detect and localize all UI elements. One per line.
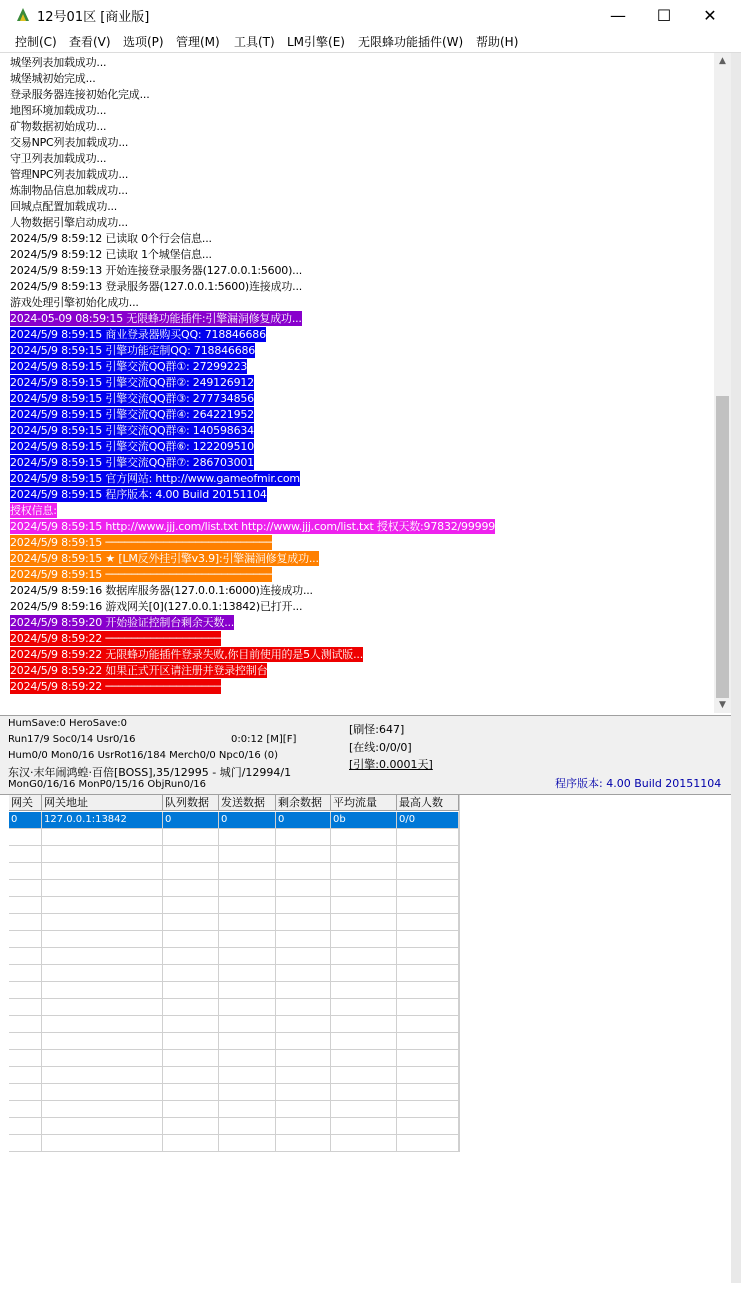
log-line: 交易NPC列表加载成功...	[10, 136, 129, 149]
scroll-thumb[interactable]	[716, 396, 729, 698]
menu-help[interactable]: 帮助(H)	[476, 35, 519, 49]
table-cell[interactable]	[42, 846, 163, 863]
table-cell[interactable]	[397, 1118, 459, 1135]
table-cell[interactable]	[9, 829, 42, 846]
table-cell[interactable]	[9, 1118, 42, 1135]
table-cell[interactable]	[163, 1135, 219, 1152]
scroll-up-icon[interactable]: ▲	[719, 56, 726, 66]
table-cell[interactable]: 127.0.0.1:13842	[42, 812, 163, 829]
table-cell[interactable]	[219, 1067, 276, 1084]
table-cell[interactable]	[42, 1135, 163, 1152]
log-line: 2024/5/9 8:59:15 引擎交流QQ群③: 277734856	[10, 392, 254, 405]
table-cell[interactable]	[276, 948, 331, 965]
status-online: [在线:0/0/0]	[349, 741, 412, 754]
table-cell[interactable]	[163, 1067, 219, 1084]
log-line: 2024/5/9 8:59:15 http://www.jjj.com/list.txt http://www.jjj.com/list.txt 授权天数:97832/99999	[10, 520, 496, 533]
table-cell[interactable]	[9, 965, 42, 982]
table-cell[interactable]	[42, 897, 163, 914]
table-cell[interactable]	[9, 1050, 42, 1067]
menu-view[interactable]: 查看(V)	[69, 35, 111, 49]
table-cell[interactable]	[163, 846, 219, 863]
table-cell[interactable]	[9, 897, 42, 914]
column-header[interactable]: 最高人数	[397, 795, 459, 811]
table-cell[interactable]	[276, 1118, 331, 1135]
log-line: 2024/5/9 8:59:22 ──────────────────	[10, 632, 222, 645]
table-cell[interactable]	[397, 897, 459, 914]
title-bar	[0, 0, 741, 30]
log-line: 2024/5/9 8:59:13 开始连接登录服务器(127.0.0.1:5600)...	[10, 264, 303, 277]
menu-lm-engine[interactable]: LM引擎(E)	[287, 35, 345, 49]
table-cell[interactable]: 0	[163, 812, 219, 829]
log-line: 矿物数据初始成功...	[10, 120, 107, 133]
table-cell[interactable]	[9, 982, 42, 999]
table-cell[interactable]	[42, 863, 163, 880]
table-cell[interactable]	[42, 982, 163, 999]
table-cell[interactable]	[219, 1101, 276, 1118]
table-cell[interactable]	[276, 999, 331, 1016]
table-cell[interactable]	[276, 1033, 331, 1050]
maximize-button[interactable]: ☐	[656, 5, 672, 25]
log-line: 回城点配置加载成功...	[10, 200, 118, 213]
log-line: 2024/5/9 8:59:15 ──────────────────────────	[10, 536, 273, 549]
table-cell[interactable]	[219, 1118, 276, 1135]
table-cell[interactable]	[42, 931, 163, 948]
table-cell[interactable]	[163, 999, 219, 1016]
table-cell[interactable]	[331, 863, 397, 880]
table-cell[interactable]	[276, 914, 331, 931]
table-cell[interactable]	[42, 1050, 163, 1067]
table-cell[interactable]	[163, 1084, 219, 1101]
minimize-button[interactable]: —	[610, 5, 626, 25]
log-line: 2024/5/9 8:59:15 ★ [LM反外挂引擎v3.9]:引擎漏洞修复成功...	[10, 552, 319, 565]
status-hum: Hum0/0 Mon0/16 UsrRot16/184 Merch0/0 Npc0/16 (0)	[8, 750, 279, 761]
log-scrollbar[interactable]	[714, 53, 731, 713]
table-cell[interactable]	[397, 1135, 459, 1152]
table-cell[interactable]	[276, 982, 331, 999]
scroll-down-icon[interactable]: ▼	[719, 700, 726, 710]
table-cell[interactable]	[219, 931, 276, 948]
log-line: 2024/5/9 8:59:20 开始验证控制台剩余天数...	[10, 616, 235, 629]
log-line: 城堡列表加载成功...	[10, 56, 107, 69]
status-version: 程序版本: 4.00 Build 20151104	[555, 777, 722, 790]
window-edge	[731, 53, 741, 1283]
gateway-table	[9, 795, 460, 1152]
table-cell[interactable]	[331, 948, 397, 965]
table-cell[interactable]	[276, 1050, 331, 1067]
table-cell[interactable]	[331, 914, 397, 931]
table-cell[interactable]	[9, 1084, 42, 1101]
table-cell[interactable]	[9, 931, 42, 948]
table-cell[interactable]	[397, 829, 459, 846]
menu-control[interactable]: 控制(C)	[15, 35, 57, 49]
column-header[interactable]: 网关地址	[42, 795, 163, 811]
log-line: 城堡城初始完成...	[10, 72, 96, 85]
log-line: 2024/5/9 8:59:12 已读取 0个行会信息...	[10, 232, 212, 245]
table-cell[interactable]	[397, 982, 459, 999]
log-line: 2024/5/9 8:59:22 ──────────────────	[10, 680, 222, 693]
table-cell[interactable]	[163, 863, 219, 880]
log-line: 2024/5/9 8:59:13 登录服务器(127.0.0.1:5600)连接成功...	[10, 280, 303, 293]
log-line: 2024-05-09 08:59:15 无限蜂功能插件:引擎漏洞修复成功...	[10, 312, 302, 325]
table-cell[interactable]	[163, 1050, 219, 1067]
table-cell[interactable]	[331, 1118, 397, 1135]
log-line: 2024/5/9 8:59:15 官方网站: http://www.gameofmir.com	[10, 472, 300, 485]
table-cell[interactable]	[397, 1067, 459, 1084]
table-cell[interactable]	[331, 1033, 397, 1050]
log-line: 2024/5/9 8:59:16 游戏网关[0](127.0.0.1:13842)已打开...	[10, 600, 303, 613]
table-cell[interactable]	[219, 1016, 276, 1033]
table-cell[interactable]	[163, 897, 219, 914]
table-cell[interactable]	[397, 863, 459, 880]
table-cell[interactable]	[219, 897, 276, 914]
table-cell[interactable]	[331, 1016, 397, 1033]
table-cell[interactable]	[42, 1067, 163, 1084]
log-line: 炼制物品信息加载成功...	[10, 184, 128, 197]
table-cell[interactable]: 0b	[331, 812, 397, 829]
table-cell[interactable]: 0/0	[397, 812, 459, 829]
table-cell[interactable]: 0	[219, 812, 276, 829]
table-cell[interactable]	[397, 1101, 459, 1118]
table-cell[interactable]	[9, 1033, 42, 1050]
log-line: 2024/5/9 8:59:15 程序版本: 4.00 Build 20151104	[10, 488, 267, 501]
table-cell[interactable]	[331, 931, 397, 948]
log-line: 2024/5/9 8:59:15 ──────────────────────────	[10, 568, 273, 581]
status-map: 东汉·末年闹鸿蝗·百倍[BOSS],35/12995 - 城门/12994/1	[8, 766, 292, 779]
log-pane[interactable]	[9, 53, 714, 713]
table-cell[interactable]	[276, 846, 331, 863]
log-line: 2024/5/9 8:59:22 如果正式开区请注册并登录控制台	[10, 664, 268, 677]
table-cell[interactable]	[276, 863, 331, 880]
table-cell[interactable]	[331, 880, 397, 897]
table-cell[interactable]	[9, 1016, 42, 1033]
table-cell[interactable]	[397, 1050, 459, 1067]
menu-bar	[0, 30, 741, 53]
table-cell[interactable]	[163, 965, 219, 982]
status-time: 0:0:12 [M][F]	[231, 734, 297, 745]
log-line: 2024/5/9 8:59:15 引擎功能定制QQ: 718846686	[10, 344, 256, 357]
table-cell[interactable]	[397, 931, 459, 948]
column-header[interactable]: 平均流量	[331, 795, 397, 811]
status-mon: MonG0/16/16 MonP0/15/16 ObjRun0/16	[8, 779, 207, 790]
table-cell[interactable]	[219, 1084, 276, 1101]
table-cell[interactable]	[397, 914, 459, 931]
table-cell[interactable]	[9, 863, 42, 880]
table-cell[interactable]	[276, 931, 331, 948]
table-cell[interactable]	[331, 1050, 397, 1067]
table-cell[interactable]	[331, 982, 397, 999]
column-header[interactable]: 发送数据	[219, 795, 276, 811]
table-cell[interactable]	[9, 1101, 42, 1118]
status-refresh: [刷怪:647]	[349, 723, 405, 736]
table-cell[interactable]	[331, 829, 397, 846]
table-cell[interactable]	[9, 846, 42, 863]
log-line: 2024/5/9 8:59:15 引擎交流QQ群②: 249126912	[10, 376, 254, 389]
table-cell[interactable]	[42, 948, 163, 965]
log-line: 2024/5/9 8:59:15 商业登录器购买QQ: 718846686	[10, 328, 266, 341]
menu-tools[interactable]: 工具(T)	[234, 35, 275, 49]
table-cell[interactable]	[331, 1135, 397, 1152]
table-cell[interactable]	[331, 1084, 397, 1101]
log-line: 人物数据引擎启动成功...	[10, 216, 128, 229]
log-line: 登录服务器连接初始化完成...	[10, 88, 150, 101]
table-cell[interactable]: 0	[276, 812, 331, 829]
status-panel	[0, 715, 741, 795]
log-line: 2024/5/9 8:59:12 已读取 1个城堡信息...	[10, 248, 212, 261]
table-cell[interactable]	[219, 1050, 276, 1067]
table-cell[interactable]	[276, 880, 331, 897]
table-cell[interactable]	[42, 1118, 163, 1135]
table-cell[interactable]	[397, 965, 459, 982]
table-cell[interactable]	[163, 914, 219, 931]
column-header[interactable]: 队列数据	[163, 795, 219, 811]
menu-options[interactable]: 选项(P)	[123, 35, 164, 49]
table-cell[interactable]	[42, 965, 163, 982]
column-header[interactable]: 剩余数据	[276, 795, 331, 811]
table-cell[interactable]	[331, 999, 397, 1016]
table-cell[interactable]	[163, 829, 219, 846]
log-line: 游戏处理引擎初始化成功...	[10, 296, 139, 309]
table-cell[interactable]	[163, 982, 219, 999]
table-cell[interactable]	[9, 1067, 42, 1084]
log-line: 2024/5/9 8:59:15 引擎交流QQ群⑦: 286703001	[10, 456, 254, 469]
table-cell[interactable]	[276, 829, 331, 846]
table-cell[interactable]	[9, 1135, 42, 1152]
table-cell[interactable]	[163, 1033, 219, 1050]
table-cell[interactable]	[397, 1016, 459, 1033]
log-line: 地图环境加载成功...	[10, 104, 107, 117]
table-cell[interactable]	[331, 897, 397, 914]
menu-plugin[interactable]: 无限蜂功能插件(W)	[358, 35, 464, 49]
table-cell[interactable]	[397, 880, 459, 897]
table-cell[interactable]	[276, 1135, 331, 1152]
close-button[interactable]: ✕	[703, 5, 717, 25]
table-cell[interactable]	[163, 948, 219, 965]
table-cell[interactable]	[163, 1118, 219, 1135]
log-line: 2024/5/9 8:59:15 引擎交流QQ群①: 27299223	[10, 360, 248, 373]
table-cell[interactable]	[219, 948, 276, 965]
log-line: 2024/5/9 8:59:22 无限蜂功能插件登录失败,你目前使用的是5人测试版...	[10, 648, 363, 661]
log-line: 2024/5/9 8:59:15 引擎交流QQ群④: 140598634	[10, 424, 254, 437]
log-line: 管理NPC列表加载成功...	[10, 168, 129, 181]
table-cell[interactable]	[219, 965, 276, 982]
column-header[interactable]: 网关	[9, 795, 42, 811]
status-run: Run17/9 Soc0/14 Usr0/16	[8, 734, 136, 745]
table-cell[interactable]	[276, 1016, 331, 1033]
table-cell[interactable]	[42, 1016, 163, 1033]
table-cell[interactable]	[397, 999, 459, 1016]
table-cell[interactable]: 0	[9, 812, 42, 829]
table-cell[interactable]	[9, 914, 42, 931]
table-cell[interactable]	[219, 999, 276, 1016]
table-cell[interactable]	[219, 1033, 276, 1050]
table-cell[interactable]	[163, 1016, 219, 1033]
table-cell[interactable]	[42, 1101, 163, 1118]
table-cell[interactable]	[163, 880, 219, 897]
table-cell[interactable]	[9, 880, 42, 897]
table-cell[interactable]	[163, 1101, 219, 1118]
table-cell[interactable]	[276, 1101, 331, 1118]
menu-manage[interactable]: 管理(M)	[176, 35, 220, 49]
table-cell[interactable]	[397, 846, 459, 863]
table-cell[interactable]	[42, 999, 163, 1016]
table-cell[interactable]	[397, 948, 459, 965]
app-icon	[14, 6, 32, 24]
table-cell[interactable]	[331, 1101, 397, 1118]
table-cell[interactable]	[276, 1084, 331, 1101]
log-line: 2024/5/9 8:59:16 数据库服务器(127.0.0.1:6000)连接成功...	[10, 584, 313, 597]
status-save: HumSave:0 HeroSave:0	[8, 718, 128, 729]
table-cell[interactable]	[219, 1135, 276, 1152]
table-cell[interactable]	[276, 897, 331, 914]
log-line: 授权信息:	[10, 504, 57, 517]
table-cell[interactable]	[397, 1033, 459, 1050]
table-cell[interactable]	[331, 965, 397, 982]
table-cell[interactable]	[42, 880, 163, 897]
window-title: 12号01区 [商业版]	[37, 10, 150, 25]
table-cell[interactable]	[219, 846, 276, 863]
table-cell[interactable]	[276, 965, 331, 982]
table-cell[interactable]	[331, 1067, 397, 1084]
table-cell[interactable]	[331, 846, 397, 863]
table-cell[interactable]	[219, 982, 276, 999]
table-cell[interactable]	[219, 914, 276, 931]
table-cell[interactable]	[42, 914, 163, 931]
table-cell[interactable]	[219, 880, 276, 897]
table-cell[interactable]	[9, 999, 42, 1016]
table-cell[interactable]	[163, 931, 219, 948]
log-line: 2024/5/9 8:59:15 引擎交流QQ群⑥: 122209510	[10, 440, 254, 453]
table-cell[interactable]	[397, 1084, 459, 1101]
table-cell[interactable]	[9, 948, 42, 965]
log-line: 守卫列表加载成功...	[10, 152, 107, 165]
table-cell[interactable]	[219, 829, 276, 846]
table-cell[interactable]	[42, 1084, 163, 1101]
table-cell[interactable]	[276, 1067, 331, 1084]
table-cell[interactable]	[42, 829, 163, 846]
table-cell[interactable]	[219, 863, 276, 880]
table-cell[interactable]	[42, 1033, 163, 1050]
log-line: 2024/5/9 8:59:15 引擎交流QQ群④: 264221952	[10, 408, 254, 421]
status-engine: [引擎:0.0001天]	[349, 758, 433, 771]
